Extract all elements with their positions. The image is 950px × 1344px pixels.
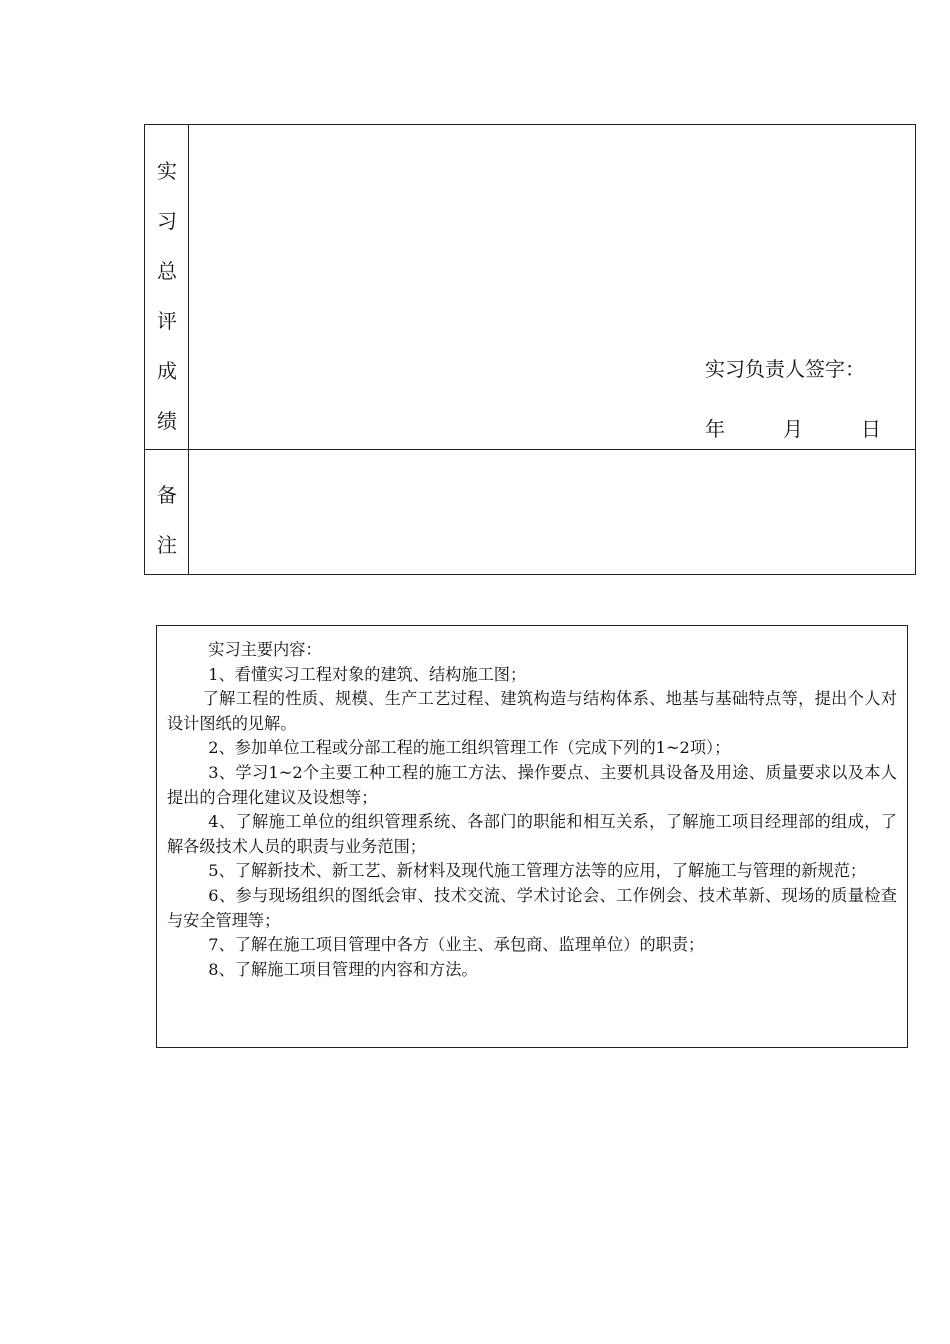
date-year-label: 年 bbox=[705, 417, 725, 441]
content-item: 了解工程的性质、规模、生产工艺过程、建筑构造与结构体系、地基与基础特点等，提出个人对设计图纸的见解。 bbox=[167, 689, 897, 733]
content-item: 8、了解施工项目管理的内容和方法。 bbox=[208, 959, 478, 979]
content-item: 5、了解新技术、新工艺、新材料及现代施工管理方法等的应用，了解施工与管理的新规范； bbox=[208, 861, 867, 881]
supervisor-signature-label: 实习负责人签字： bbox=[705, 357, 865, 381]
remark-label-cell bbox=[145, 450, 189, 574]
grade-label-cell bbox=[145, 125, 189, 449]
content-heading: 实习主要内容： bbox=[208, 640, 322, 659]
content-item: 6、参与现场组织的图纸会审、技术交流、学术讨论会、工作例会、技术革新、现场的质量检查与安全管理等； bbox=[167, 885, 897, 930]
content-item: 4、了解施工单位的组织管理系统、各部门的职能和相互关系，了解施工项目经理部的组成，了解各级技术人员的职责与业务范围； bbox=[167, 812, 897, 856]
content-item: 7、了解在施工项目管理中各方（业主、承包商、监理单位）的职责； bbox=[208, 935, 705, 955]
grade-label-char: 总 bbox=[157, 259, 177, 283]
internship-content bbox=[167, 638, 897, 982]
grade-label-char: 成 bbox=[157, 359, 177, 383]
remark-label-char: 注 bbox=[157, 533, 177, 557]
content-item: 2、参加单位工程或分部工程的施工组织管理工作（完成下列的1~2项）； bbox=[208, 738, 731, 758]
internship-content-box bbox=[156, 625, 908, 1048]
date-day-label: 日 bbox=[861, 417, 881, 441]
date-month-label: 月 bbox=[783, 417, 803, 441]
grade-row bbox=[145, 125, 915, 450]
content-item: 3、学习1~2个主要工种工程的施工方法、操作要点、主要机具设备及用途、质量要求以及本人提出的合理化建议及设想等； bbox=[167, 762, 897, 807]
remark-label-char: 备 bbox=[157, 483, 177, 507]
grade-label-char: 习 bbox=[157, 209, 177, 233]
evaluation-table bbox=[144, 124, 916, 575]
remark-row bbox=[145, 450, 915, 574]
grade-label-char: 绩 bbox=[157, 409, 177, 433]
grade-label-char: 实 bbox=[157, 159, 177, 183]
grade-label-char: 评 bbox=[157, 309, 177, 333]
content-item: 1、看懂实习工程对象的建筑、结构施工图； bbox=[208, 664, 527, 684]
